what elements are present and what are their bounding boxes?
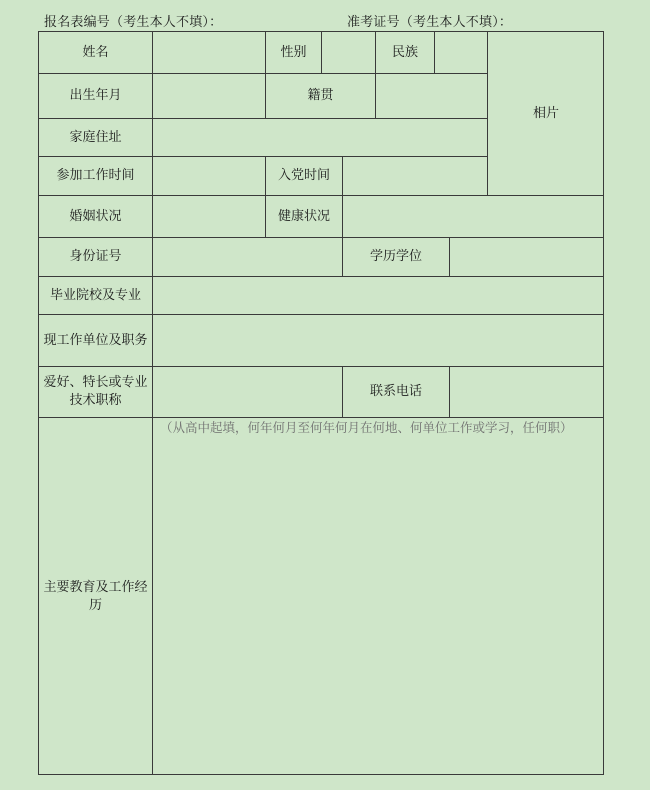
birth-field[interactable] bbox=[152, 73, 265, 118]
address-field[interactable] bbox=[152, 118, 487, 156]
experience-field[interactable] bbox=[152, 417, 604, 775]
health-label: 健康状况 bbox=[265, 195, 342, 237]
current-job-label: 现工作单位及职务 bbox=[38, 314, 152, 366]
native-place-field[interactable] bbox=[375, 73, 487, 118]
name-label: 姓名 bbox=[38, 31, 152, 73]
party-join-label: 入党时间 bbox=[265, 156, 342, 195]
marital-field[interactable] bbox=[152, 195, 265, 237]
ethnicity-field[interactable] bbox=[434, 31, 487, 73]
gender-label: 性别 bbox=[265, 31, 321, 73]
work-start-label: 参加工作时间 bbox=[38, 156, 152, 195]
birth-label: 出生年月 bbox=[38, 73, 152, 118]
name-field[interactable] bbox=[152, 31, 265, 73]
education-label: 学历学位 bbox=[342, 237, 449, 276]
phone-label: 联系电话 bbox=[342, 366, 449, 417]
party-join-field[interactable] bbox=[342, 156, 487, 195]
admission-number-label: 准考证号（考生本人不填）： bbox=[347, 15, 513, 30]
gender-field[interactable] bbox=[321, 31, 375, 73]
hobbies-field[interactable] bbox=[152, 366, 342, 417]
ethnicity-label: 民族 bbox=[375, 31, 434, 73]
phone-field[interactable] bbox=[449, 366, 604, 417]
marital-label: 婚姻状况 bbox=[38, 195, 152, 237]
work-start-field[interactable] bbox=[152, 156, 265, 195]
experience-label: 主要教育及工作经历 bbox=[38, 417, 152, 775]
current-job-field[interactable] bbox=[152, 314, 604, 366]
hobbies-label: 爱好、特长或专业技术职称 bbox=[38, 366, 152, 417]
experience-hint: （从高中起填，何年何月至何年何月在何地、何单位工作或学习，任何职） bbox=[160, 420, 573, 435]
school-major-label: 毕业院校及专业 bbox=[38, 276, 152, 314]
school-major-field[interactable] bbox=[152, 276, 604, 314]
health-field[interactable] bbox=[342, 195, 604, 237]
address-label: 家庭住址 bbox=[38, 118, 152, 156]
education-field[interactable] bbox=[449, 237, 604, 276]
native-place-label: 籍贯 bbox=[265, 73, 375, 118]
photo-box[interactable]: 相片 bbox=[487, 31, 604, 195]
registration-number-label: 报名表编号（考生本人不填）： bbox=[44, 15, 223, 30]
id-number-field[interactable] bbox=[152, 237, 342, 276]
id-number-label: 身份证号 bbox=[38, 237, 152, 276]
